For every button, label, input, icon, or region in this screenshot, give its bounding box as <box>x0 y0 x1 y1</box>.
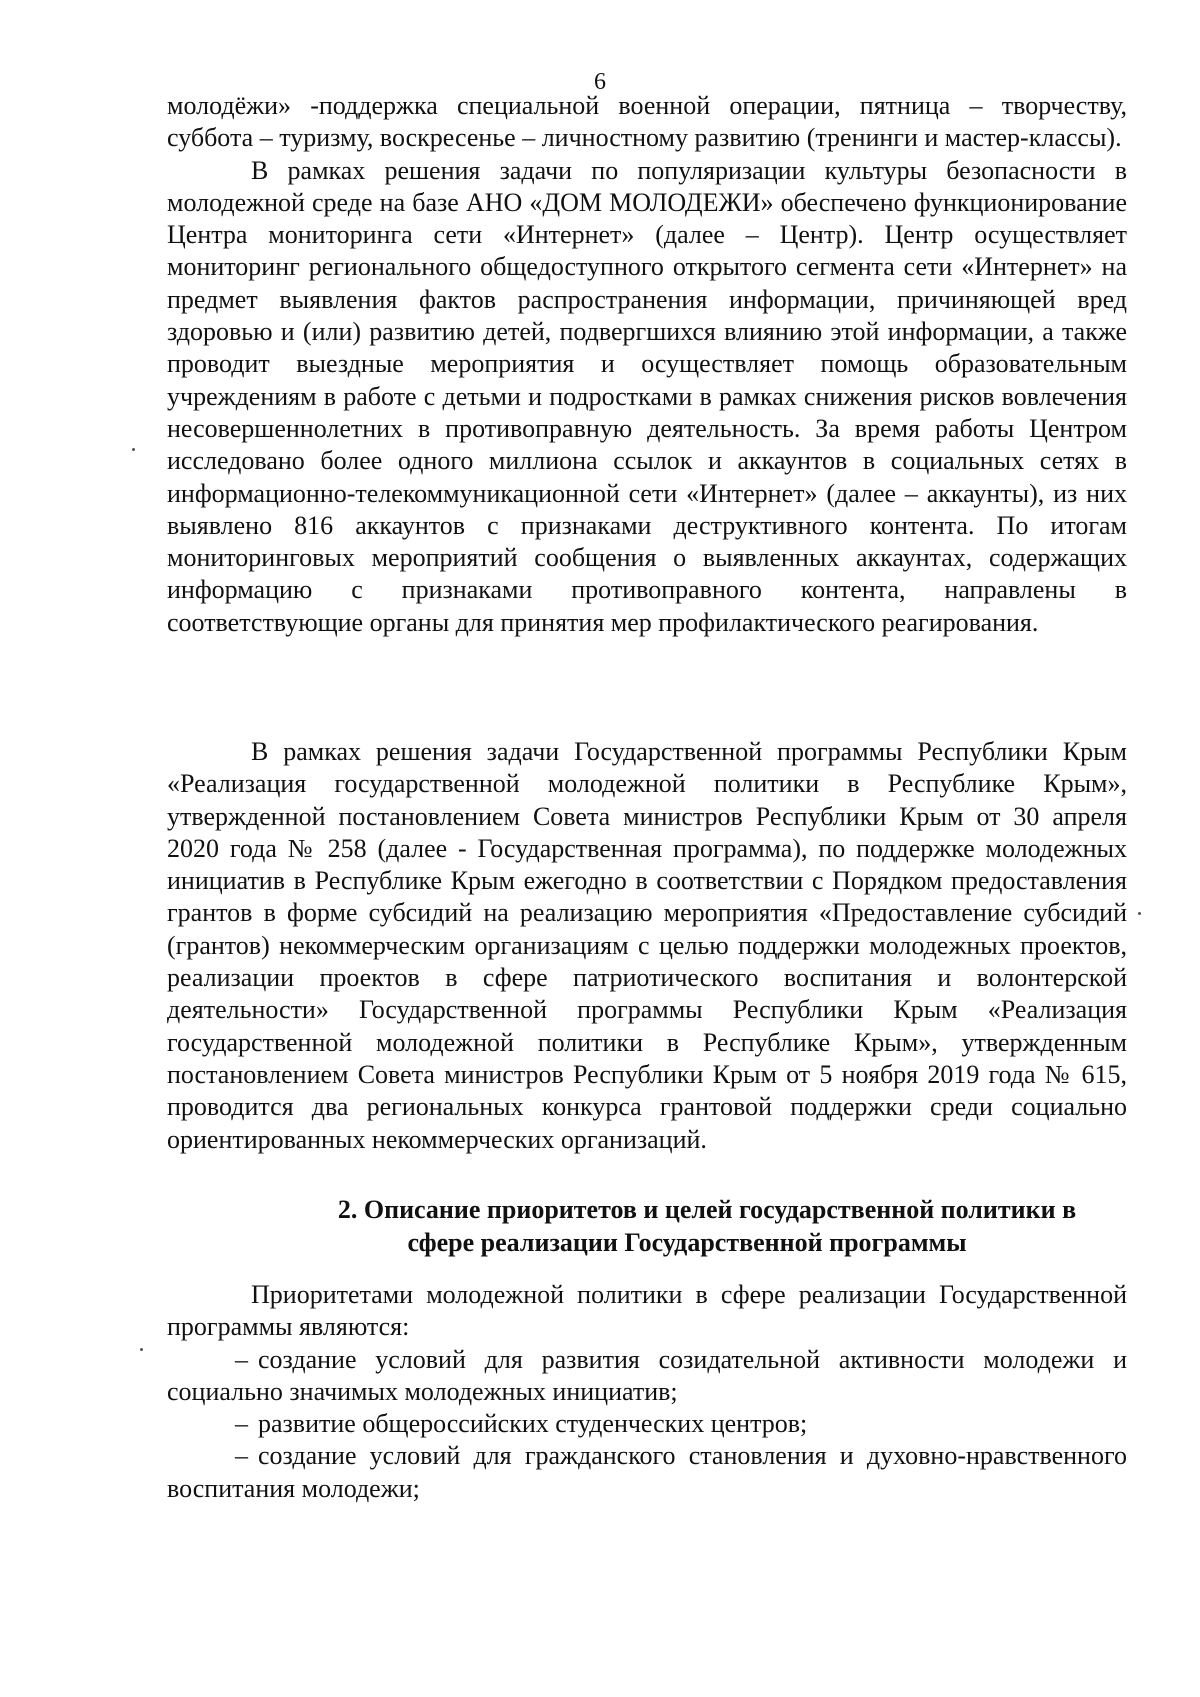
section-heading-line-2: сфере реализации Государственной программы <box>407 1228 967 1257</box>
body-text-middle <box>167 736 1127 1156</box>
list-item-text: создание условий для развития созидательной активности молодежи и социально значимых молодежных инициатив; <box>167 1344 1127 1406</box>
scan-speck <box>132 448 135 451</box>
body-text-top <box>167 90 1127 639</box>
list-item <box>167 1344 1127 1409</box>
list-item-text: создание условий для гражданского становления и духовно-нравственного воспитания молодежи; <box>167 1441 1127 1503</box>
page-number: 6 <box>594 69 606 95</box>
body-text-bottom <box>167 1279 1127 1505</box>
paragraph-1: молодёжи» -поддержка специальной военной операции, пятница – творчеству, суббота – туризму, воскресенье – личностному развитию (тренинги и мастер-классы). <box>167 91 1127 153</box>
list-item <box>167 1440 1127 1505</box>
paragraph-2: В рамках решения задачи по популяризации культуры безопасности в молодежной среде на базе АНО «ДОМ МОЛОДЕЖИ» обеспечено функционирование Центра мониторинга сети «Интернет» (далее – Центр). Центр осуществляет мониторинг регионального общедоступного открытого сегмента сети «Интернет» на предмет выявления фактов распространения информации, причиняющей вред здоровью и (или) развитию детей, подвергшихся влиянию этой информации, а также проводит выездные мероприятия и осуществляет помощь образовательным учреждениям в работе с детьми и подростками в рамках снижения рисков вовлечения несовершеннолетних в противоправную деятельность. За время работы Центром исследовано более одного миллиона ссылок и аккаунтов в социальных сетях в информационно-телекоммуникационной сети «Интернет» (далее – аккаунты), из них выявлено 816 аккаунтов с признаками деструктивного контента. По итогам мониторинговых мероприятий сообщения о выявленных аккаунтах, содержащих информацию с признаками противоправного контента, направлены в соответствующие органы для принятия мер профилактического реагирования. <box>167 155 1127 637</box>
list-item <box>167 1408 1127 1440</box>
paragraph-4: Приоритетами молодежной политики в сфере реализации Государственной программы являются: <box>167 1280 1127 1342</box>
section-heading <box>167 1193 1127 1259</box>
section-heading-line-1: 2. Описание приоритетов и целей государственной политики в <box>337 1195 1077 1224</box>
scan-speck <box>1138 912 1141 915</box>
paragraph-3: В рамках решения задачи Государственной программы Республики Крым «Реализация государственной молодежной политики в Республике Крым», утвержденной постановлением Совета министров Республики Крым от 30 апреля 2020 года № 258 (далее - Государственная программа), по поддержке молодежных инициатив в Республике Крым ежегодно в соответствии с Порядком предоставления грантов в форме субсидий на реализацию мероприятия «Предоставление субсидий (грантов) некоммерческим организациям с целью поддержки молодежных проектов, реализации проектов в сфере патриотического воспитания и волонтерской деятельности» Государственной программы Республики Крым «Реализация государственной молодежной политики в Республике Крым», утвержденным постановлением Совета министров Республики Крым от 5 ноября 2019 года № 615, проводится два региональных конкурса грантовой поддержки среди социально ориентированных некоммерческих организаций. <box>167 737 1127 1154</box>
scan-speck <box>140 1348 143 1351</box>
dash-bullet: – <box>235 1441 248 1471</box>
dash-bullet: – <box>235 1409 248 1439</box>
list-item-text: развитие общероссийских студенческих центров; <box>258 1409 808 1439</box>
dash-bullet: – <box>235 1344 248 1374</box>
